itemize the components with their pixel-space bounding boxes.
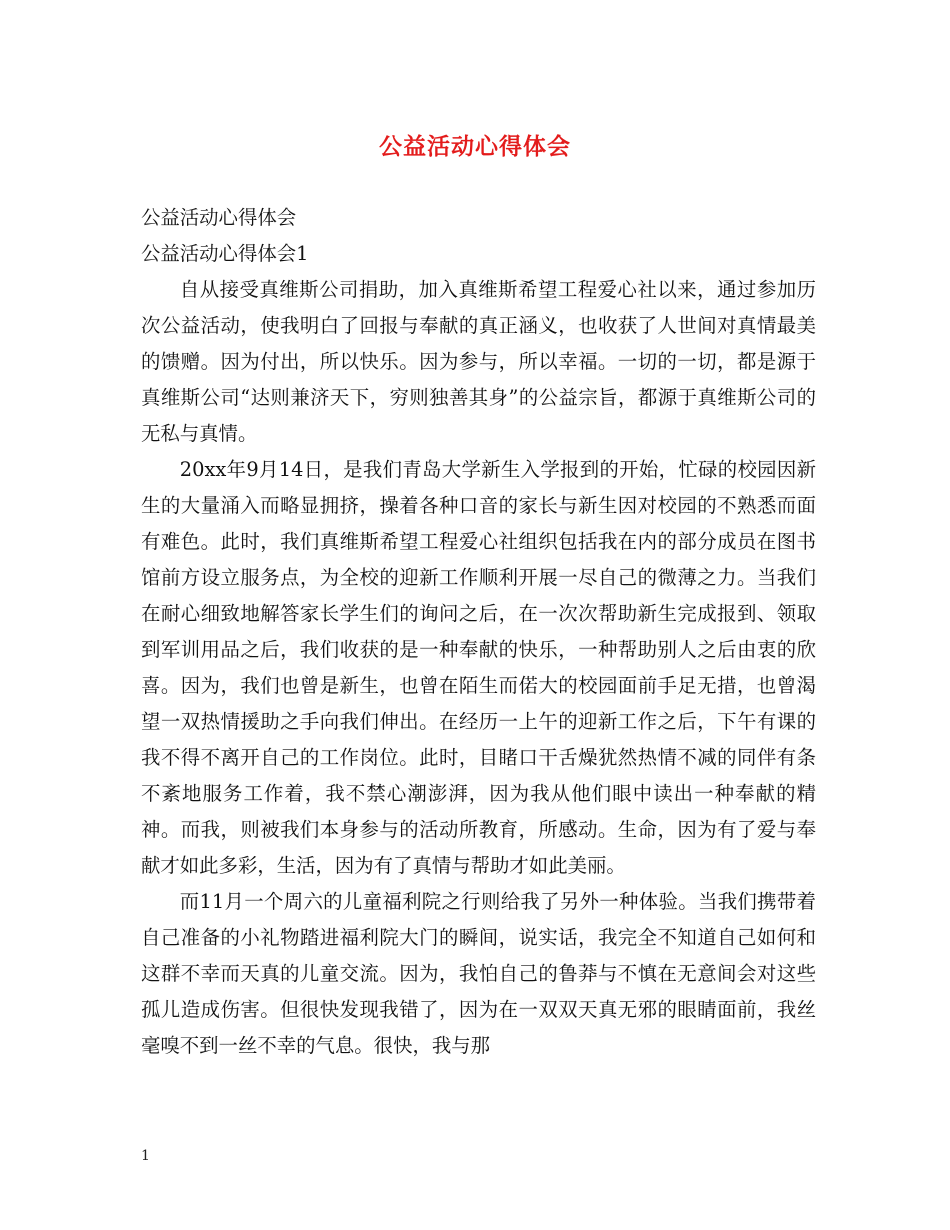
- heading-line: 公益活动心得体会: [141, 206, 297, 229]
- document-title: 公益活动心得体会: [379, 133, 571, 160]
- page-number: 1: [141, 1148, 150, 1164]
- section-heading: 公益活动心得体会1: [141, 242, 309, 265]
- paragraph-3: 而11月一个周六的儿童福利院之行则给我了另外一种体验。当我们携带着自己准备的小礼物踏进福利院大门的瞬间，说实话，我完全不知道自己如何和这群不幸而天真的儿童交流。因为，我怕自己的鲁莽与不慎在无意间会对这些孤儿造成伤害。但很快发现我错了，因为在一双双天真无邪的眼睛面前，我丝毫嗅不到一丝不幸的气息。很快，我与那: [141, 890, 816, 1057]
- paragraph-2: 20xx年9月14日，是我们青岛大学新生入学报到的开始，忙碌的校园因新生的大量涌入而略显拥挤，操着各种口音的家长与新生因对校园的不熟悉而面有难色。此时，我们真维斯希望工程爱心社组织包括我在内的部分成员在图书馆前方设立服务点，为全校的迎新工作顺利开展一尽自己的微薄之力。当我们在耐心细致地解答家长学生们的询问之后，在一次次帮助新生完成报到、领取到军训用品之后，我们收获的是一种奉献的快乐，一种帮助别人之后由衷的欣喜。因为，我们也曾是新生，也曾在陌生而偌大的校园面前手足无措，也曾渴望一双热情援助之手向我们伸出。在经历一上午的迎新工作之后，下午有课的我不得不离开自己的工作岗位。此时，目睹口干舌燥犹然热情不减的同伴有条不紊地服务工作着，我不禁心潮澎湃，因为我从他们眼中读出一种奉献的精神。而我，则被我们本身参与的活动所教育，所感动。生命，因为有了爱与奉献才如此多彩，生活，因为有了真情与帮助才如此美丽。: [141, 458, 816, 877]
- document-body: [141, 200, 816, 1064]
- paragraph-1: 自从接受真维斯公司捐助，加入真维斯希望工程爱心社以来，通过参加历次公益活动，使我明白了回报与奉献的真正涵义，也收获了人世间对真情最美的馈赠。因为付出，所以快乐。因为参与，所以幸福。一切的一切，都是源于真维斯公司“达则兼济天下，穷则独善其身”的公益宗旨，都源于真维斯公司的无私与真情。: [141, 278, 816, 445]
